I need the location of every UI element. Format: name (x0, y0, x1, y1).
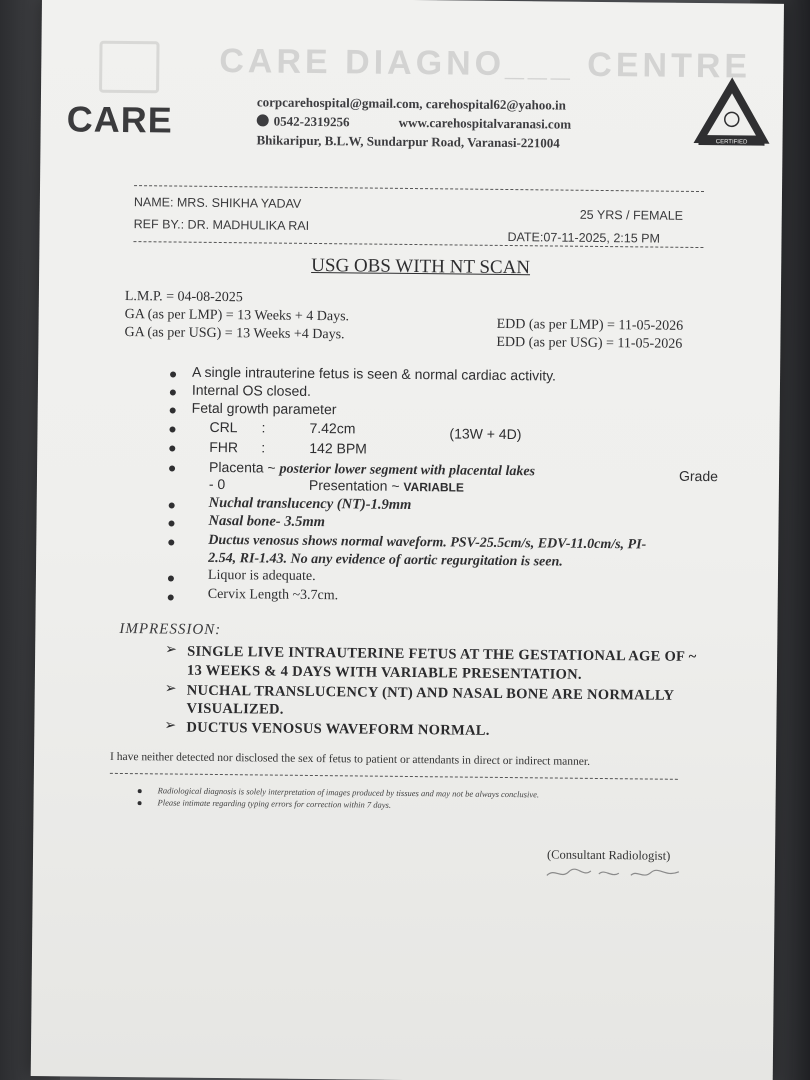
crl-gestational-age: (13W + 4D) (449, 425, 522, 443)
certification-badge-icon (690, 73, 773, 150)
edd-usg: EDD (as per USG) = 11-05-2026 (496, 334, 683, 352)
watermark-title: CARE DIAGNO___ CENTRE (219, 41, 752, 86)
placenta-prefix: Placenta ~ (209, 458, 276, 476)
bullet (168, 539, 174, 545)
presentation-value: VARIABLE (403, 479, 464, 495)
footnote-1: Radiological diagnosis is solely interpretation of images produced by tissues and may not be always conclusive. (157, 785, 540, 800)
crl-colon: : (261, 419, 266, 436)
bullet (169, 465, 175, 471)
bullet (138, 789, 142, 793)
ga-usg: GA (as per USG) = 13 Weeks +4 Days. (124, 324, 345, 343)
crl-label: CRL (209, 418, 238, 436)
contact-phone (257, 113, 350, 130)
signature-scribble-icon (545, 863, 685, 882)
divider-top (134, 185, 704, 192)
finding-os: Internal OS closed. (191, 381, 312, 399)
fhr-colon: : (261, 439, 266, 456)
contact-address: Bhikaripur, B.L.W, Sundarpur Road, Varanasi-221004 (256, 132, 560, 151)
divider-footer (110, 773, 678, 780)
declaration: I have neither detected nor disclosed the sex of fetus to patient or attendants in direct or indirect manner. (109, 750, 591, 768)
finding-growth: Fetal growth parameter (191, 399, 337, 418)
contact-emails: corpcarehospital@gmail.com, carehospital62@yahoo.in (256, 94, 566, 113)
phone-icon (257, 114, 269, 126)
bullet (170, 407, 176, 413)
arrow-icon: ➢ (165, 642, 177, 658)
signature-label: (Consultant Radiologist) (546, 847, 671, 863)
grade-value: - 0 (208, 475, 226, 493)
care-logo: CARE (66, 98, 173, 141)
bullet (169, 426, 175, 432)
impression-1b: 13 WEEKS & 4 DAYS WITH VARIABLE PRESENTATION. (186, 662, 582, 683)
finding-cervix: Cervix Length ~3.7cm. (207, 586, 339, 604)
badge-label: CERTIFIED (715, 139, 748, 146)
footnote-2: Please intimate regarding typing errors for correction within 7 days. (157, 797, 392, 810)
bullet (169, 502, 175, 508)
arrow-icon: ➢ (164, 681, 177, 697)
patient-age-sex: 25 YRS / FEMALE (579, 207, 684, 223)
report-date: DATE:07-11-2025, 2:15 PM (507, 230, 660, 246)
watermark-logo (99, 41, 160, 94)
placenta-text: posterior lower segment with placental lakes (279, 461, 536, 480)
crl-value: 7.42cm (309, 419, 356, 437)
finding-liquor: Liquor is adequate. (207, 567, 316, 585)
impression-2b: VISUALIZED. (186, 700, 284, 718)
presentation-line (309, 477, 464, 495)
referred-by: REF BY.: DR. MADHULIKA RAI (133, 217, 310, 233)
report-title: USG OBS WITH NT SCAN (311, 254, 531, 279)
impression-heading: IMPRESSION: (119, 620, 222, 639)
lmp: L.M.P. = 04-08-2025 (124, 288, 243, 306)
impression-2a: NUCHAL TRANSLUCENCY (NT) AND NASAL BONE ARE NORMALLY (186, 682, 675, 704)
bullet (168, 594, 174, 600)
bullet (138, 801, 142, 805)
patient-name: NAME: MRS. SHIKHA YADAV (133, 195, 302, 211)
bullet (170, 371, 176, 377)
impression-1a: SINGLE LIVE INTRAUTERINE FETUS AT THE GESTATIONAL AGE OF ~ (187, 643, 697, 666)
impression-3: DUCTUS VENOSUS WAVEFORM NORMAL. (186, 719, 490, 739)
arrow-icon: ➢ (164, 718, 177, 734)
bullet (168, 520, 174, 526)
report-sheet (31, 0, 784, 1080)
phone-number: 0542-2319256 (273, 113, 350, 130)
bullet (170, 389, 176, 395)
fhr-value: 142 BPM (309, 439, 367, 457)
bullet (168, 575, 174, 581)
bullet (169, 445, 175, 451)
finding-nasal-bone: Nasal bone- 3.5mm (208, 512, 326, 531)
finding-nt: Nuchal translucency (NT)-1.9mm (208, 494, 412, 514)
finding-ductus-1: Ductus venosus shows normal waveform. PSV-25.5cm/s, EDV-11.0cm/s, PI- (208, 532, 647, 553)
ga-lmp: GA (as per LMP) = 13 Weeks + 4 Days. (124, 306, 350, 325)
finding-fetus: A single intrauterine fetus is seen & normal cardiac activity. (192, 363, 557, 384)
edd-lmp: EDD (as per LMP) = 11-05-2026 (496, 316, 684, 334)
fhr-label: FHR (209, 438, 239, 456)
finding-ductus-2: 2.54, RI-1.43. No any evidence of aortic regurgitation is seen. (208, 550, 563, 570)
grade-label: Grade (678, 467, 719, 485)
contact-website: www.carehospitalvaranasi.com (398, 114, 572, 132)
presentation-label: Presentation ~ (308, 476, 400, 494)
